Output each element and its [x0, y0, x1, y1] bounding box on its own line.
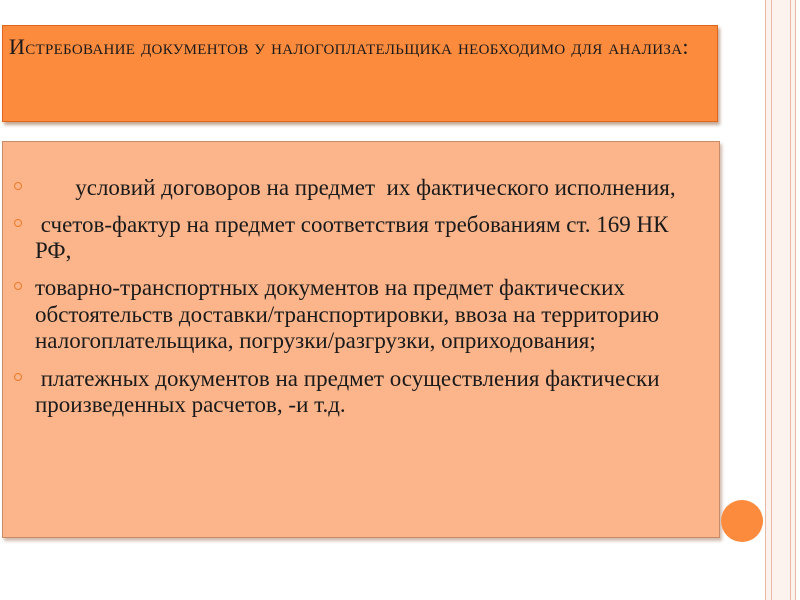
bullet-text: счетов-фактур на предмет соответствия требованиям ст. 169 НК РФ,: [35, 212, 675, 263]
bullet-list: [3, 175, 703, 429]
bullet-text: товарно-транспортных документов на предмет фактических обстоятельств доставки/транспортировки, ввоза на территорию налогоплательщика, погрузки/разгрузки, оприходования;: [35, 275, 665, 353]
bullet-circle-icon: [14, 282, 22, 290]
bullet-text: условий договоров на предмет их фактического исполнения,: [35, 175, 676, 200]
slide-title: Истребование документов у налогоплательщика необходимо для анализа:: [9, 34, 689, 59]
title-box: [2, 25, 718, 122]
side-decoration-line: [795, 0, 796, 600]
bullet-circle-icon: [14, 219, 22, 227]
decorative-circle-icon: [721, 500, 763, 542]
bullet-item: [3, 275, 703, 355]
bullet-text: платежных документов на предмет осуществления фактически произведенных расчетов, -и т.д.: [35, 365, 666, 417]
side-decoration-line: [765, 0, 766, 600]
bullet-item: [3, 366, 703, 418]
bullet-circle-icon: [14, 373, 22, 381]
bullet-circle-icon: [14, 182, 22, 190]
content-box: [2, 141, 720, 538]
bullet-item: [3, 212, 703, 264]
side-decoration-line: [771, 0, 772, 600]
bullet-item: [3, 175, 703, 201]
side-decoration-line: [790, 0, 791, 600]
